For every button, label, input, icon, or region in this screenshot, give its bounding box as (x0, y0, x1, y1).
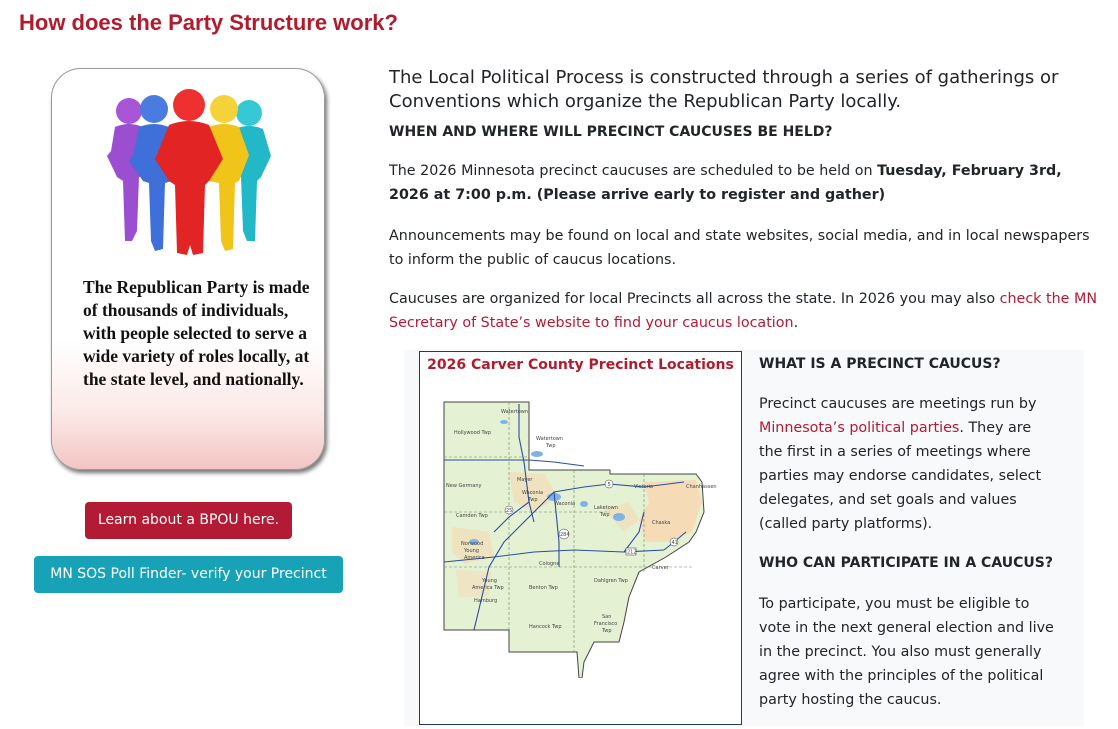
svg-text:New Germany: New Germany (446, 483, 482, 489)
precinct-map-box (419, 351, 742, 725)
svg-text:25: 25 (506, 508, 513, 514)
sos-caucus-link[interactable]: check the MN Secretary of State’s website to find your caucus location (389, 291, 1098, 331)
svg-text:Dahlgren Twp: Dahlgren Twp (594, 578, 628, 584)
svg-text:5: 5 (607, 482, 611, 488)
svg-text:Hamburg: Hamburg (474, 598, 498, 604)
svg-text:Twp: Twp (546, 443, 556, 449)
svg-text:Young: Young (482, 578, 497, 584)
svg-text:Camden Twp: Camden Twp (456, 513, 488, 519)
schedule-date: Tuesday, February 3rd, 2026 at 7:00 p.m. (Please arrive early to register and gather) (389, 163, 1062, 203)
svg-text:Young: Young (464, 548, 479, 554)
svg-text:41: 41 (671, 540, 678, 546)
svg-text:Waconia: Waconia (554, 501, 576, 507)
svg-text:212: 212 (627, 549, 637, 556)
caucus-paragraph (389, 287, 1101, 335)
svg-text:Twp: Twp (602, 628, 612, 634)
svg-text:America Twp: America Twp (472, 585, 504, 591)
who-can-participate-heading: WHO CAN PARTICIPATE IN A CAUCUS? (759, 555, 1053, 571)
what-text: Precinct caucuses are meetings run by (759, 396, 1037, 412)
who-can-participate-paragraph: To participate, you must be eligible to vote in the next general election and live in the precinct. You also must generally agree with the principles of the political party hosting the caucus. (759, 596, 1054, 708)
svg-text:Victoria: Victoria (634, 484, 653, 490)
intro-heading: The Local Political Process is constructed through a series of gatherings or Conventions which organize the Republican Party locally. (389, 67, 1059, 112)
svg-text:Waconia: Waconia (522, 490, 544, 496)
schedule-paragraph (389, 159, 1101, 207)
svg-text:Watertown: Watertown (536, 436, 564, 442)
what-suffix: . They are the first in a series of meetings where parties may endorse candidates, select delegates, and set goals and values (called party platforms). (759, 420, 1042, 532)
svg-text:284: 284 (560, 532, 570, 538)
carver-county-map[interactable] (434, 392, 727, 678)
when-heading: WHEN AND WHERE WILL PRECINCT CAUCUSES BE HELD? (389, 124, 833, 140)
svg-text:Cologne: Cologne (539, 561, 560, 567)
svg-text:America: America (464, 555, 485, 561)
svg-text:Twp: Twp (600, 512, 610, 518)
svg-text:Chaska: Chaska (652, 520, 671, 526)
svg-text:Twp: Twp (528, 497, 538, 503)
svg-text:Hancock Twp: Hancock Twp (529, 624, 562, 630)
what-is-caucus-paragraph (759, 392, 1059, 536)
svg-text:Francisco: Francisco (594, 621, 618, 627)
svg-text:Benton Twp: Benton Twp (529, 585, 558, 591)
card-description: The Republican Party is made of thousands of individuals, with people selected to serve a wide variety of roles locally, at the state level, and nationally. (83, 277, 310, 389)
svg-text:Laketown: Laketown (594, 505, 618, 511)
party-structure-card (51, 68, 325, 470)
page-title: How does the Party Structure work? (19, 10, 398, 35)
learn-bpou-button[interactable]: Learn about a BPOU here. (85, 502, 292, 539)
announcements-paragraph: Announcements may be found on local and state websites, social media, and in local newspapers to inform the public of caucus locations. (389, 228, 1090, 268)
caucus-text: Caucuses are organized for local Precincts all across the state. In 2026 you may also (389, 291, 1000, 307)
political-parties-link[interactable]: Minnesota’s political parties (759, 420, 960, 436)
svg-text:Carver: Carver (652, 565, 669, 571)
svg-text:San: San (602, 614, 612, 620)
svg-text:Mayer: Mayer (517, 477, 533, 483)
svg-text:Chanhassen: Chanhassen (686, 484, 717, 490)
poll-finder-button[interactable]: MN SOS Poll Finder- verify your Precinct (34, 556, 343, 593)
map-title: 2026 Carver County Precinct Locations (427, 357, 734, 373)
schedule-text: The 2026 Minnesota precinct caucuses are scheduled to be held on (389, 163, 878, 179)
svg-text:Watertown: Watertown (501, 409, 529, 415)
svg-text:Norwood: Norwood (461, 541, 484, 547)
caucus-suffix: . (793, 315, 799, 331)
svg-text:Hollywood Twp: Hollywood Twp (454, 430, 492, 436)
people-figures-illustration (99, 81, 279, 261)
what-is-caucus-heading: WHAT IS A PRECINCT CAUCUS? (759, 356, 1001, 372)
